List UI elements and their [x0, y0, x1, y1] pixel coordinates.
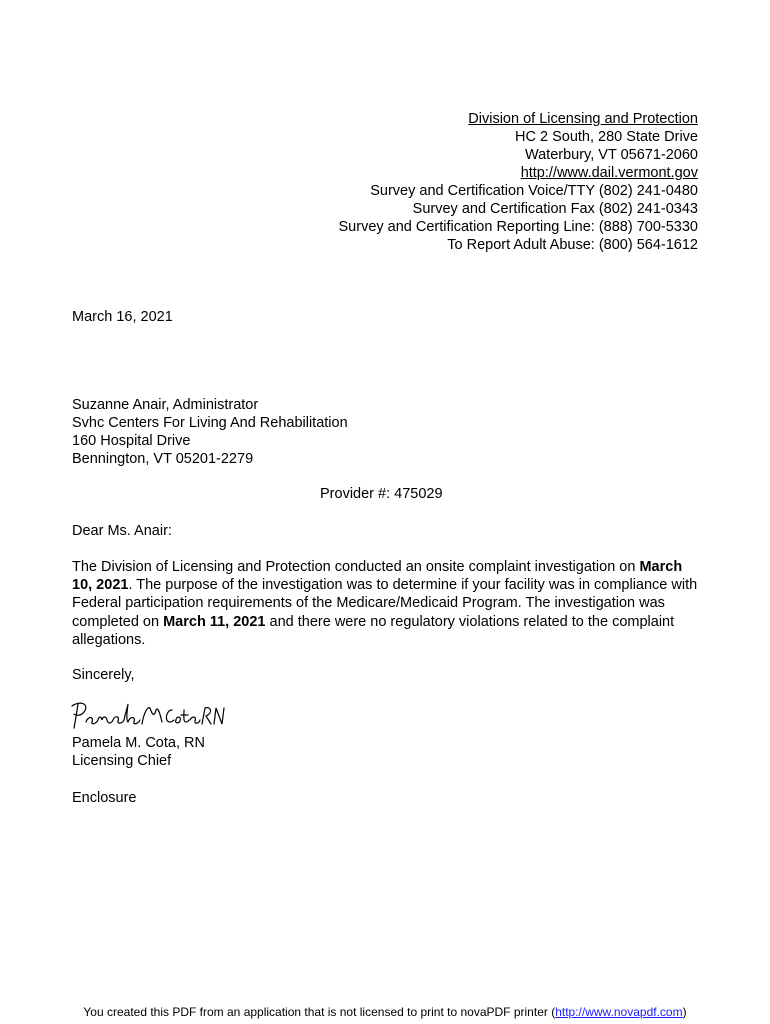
signer-name: Pamela M. Cota, RN	[72, 735, 205, 751]
salutation: Dear Ms. Anair:	[72, 523, 172, 539]
letterhead-abuse: To Report Adult Abuse: (800) 564-1612	[447, 237, 698, 253]
letter-date: March 16, 2021	[72, 309, 173, 325]
letterhead-street: HC 2 South, 280 State Drive	[515, 129, 698, 145]
recipient-address	[72, 396, 348, 468]
footer-link[interactable]: http://www.novapdf.com	[555, 1005, 683, 1019]
letterhead-org: Division of Licensing and Protection	[468, 111, 698, 127]
footer-text: You created this PDF from an application that is not licensed to print to novaPDF printer (	[83, 1005, 556, 1019]
footer-close: )	[682, 1005, 687, 1019]
letterhead-fax: Survey and Certification Fax (802) 241-0343	[412, 201, 698, 217]
letterhead	[198, 110, 698, 254]
letterhead-city: Waterbury, VT 05671-2060	[524, 147, 698, 163]
recipient-city: Bennington, VT 05201-2279	[72, 451, 254, 467]
body-paragraph	[72, 558, 702, 649]
letterhead-reporting: Survey and Certification Reporting Line: (888) 700-5330	[338, 219, 698, 235]
signer-block	[72, 734, 205, 770]
investigation-start-date: March 10, 2021	[72, 559, 683, 594]
recipient-facility: Svhc Centers For Living And Rehabilitation	[72, 415, 348, 431]
body-text-3: and there were no regulatory violations related to the complaint allegations.	[72, 613, 675, 648]
signature-icon	[68, 700, 228, 734]
body-text-1: The Division of Licensing and Protection conducted an onsite complaint investigation on	[72, 559, 636, 575]
body-text-2: . The purpose of the investigation was to determine if your facility was in compliance with Federal participation requirements of the Medicare/Medicaid Program. The investigation was completed on	[72, 577, 698, 630]
footer-notice	[0, 1005, 770, 1019]
investigation-end-date: March 11, 2021	[163, 613, 266, 630]
provider-number: Provider #: 475029	[320, 486, 443, 502]
recipient-street: 160 Hospital Drive	[72, 433, 191, 449]
recipient-name: Suzanne Anair, Administrator	[72, 397, 259, 413]
letterhead-website-link[interactable]: http://www.dail.vermont.gov	[520, 165, 698, 181]
signer-title: Licensing Chief	[72, 753, 172, 769]
letterhead-voice: Survey and Certification Voice/TTY (802) 241-0480	[370, 183, 698, 199]
signature-image	[68, 700, 228, 738]
enclosure-note: Enclosure	[72, 790, 137, 806]
closing: Sincerely,	[72, 667, 135, 683]
